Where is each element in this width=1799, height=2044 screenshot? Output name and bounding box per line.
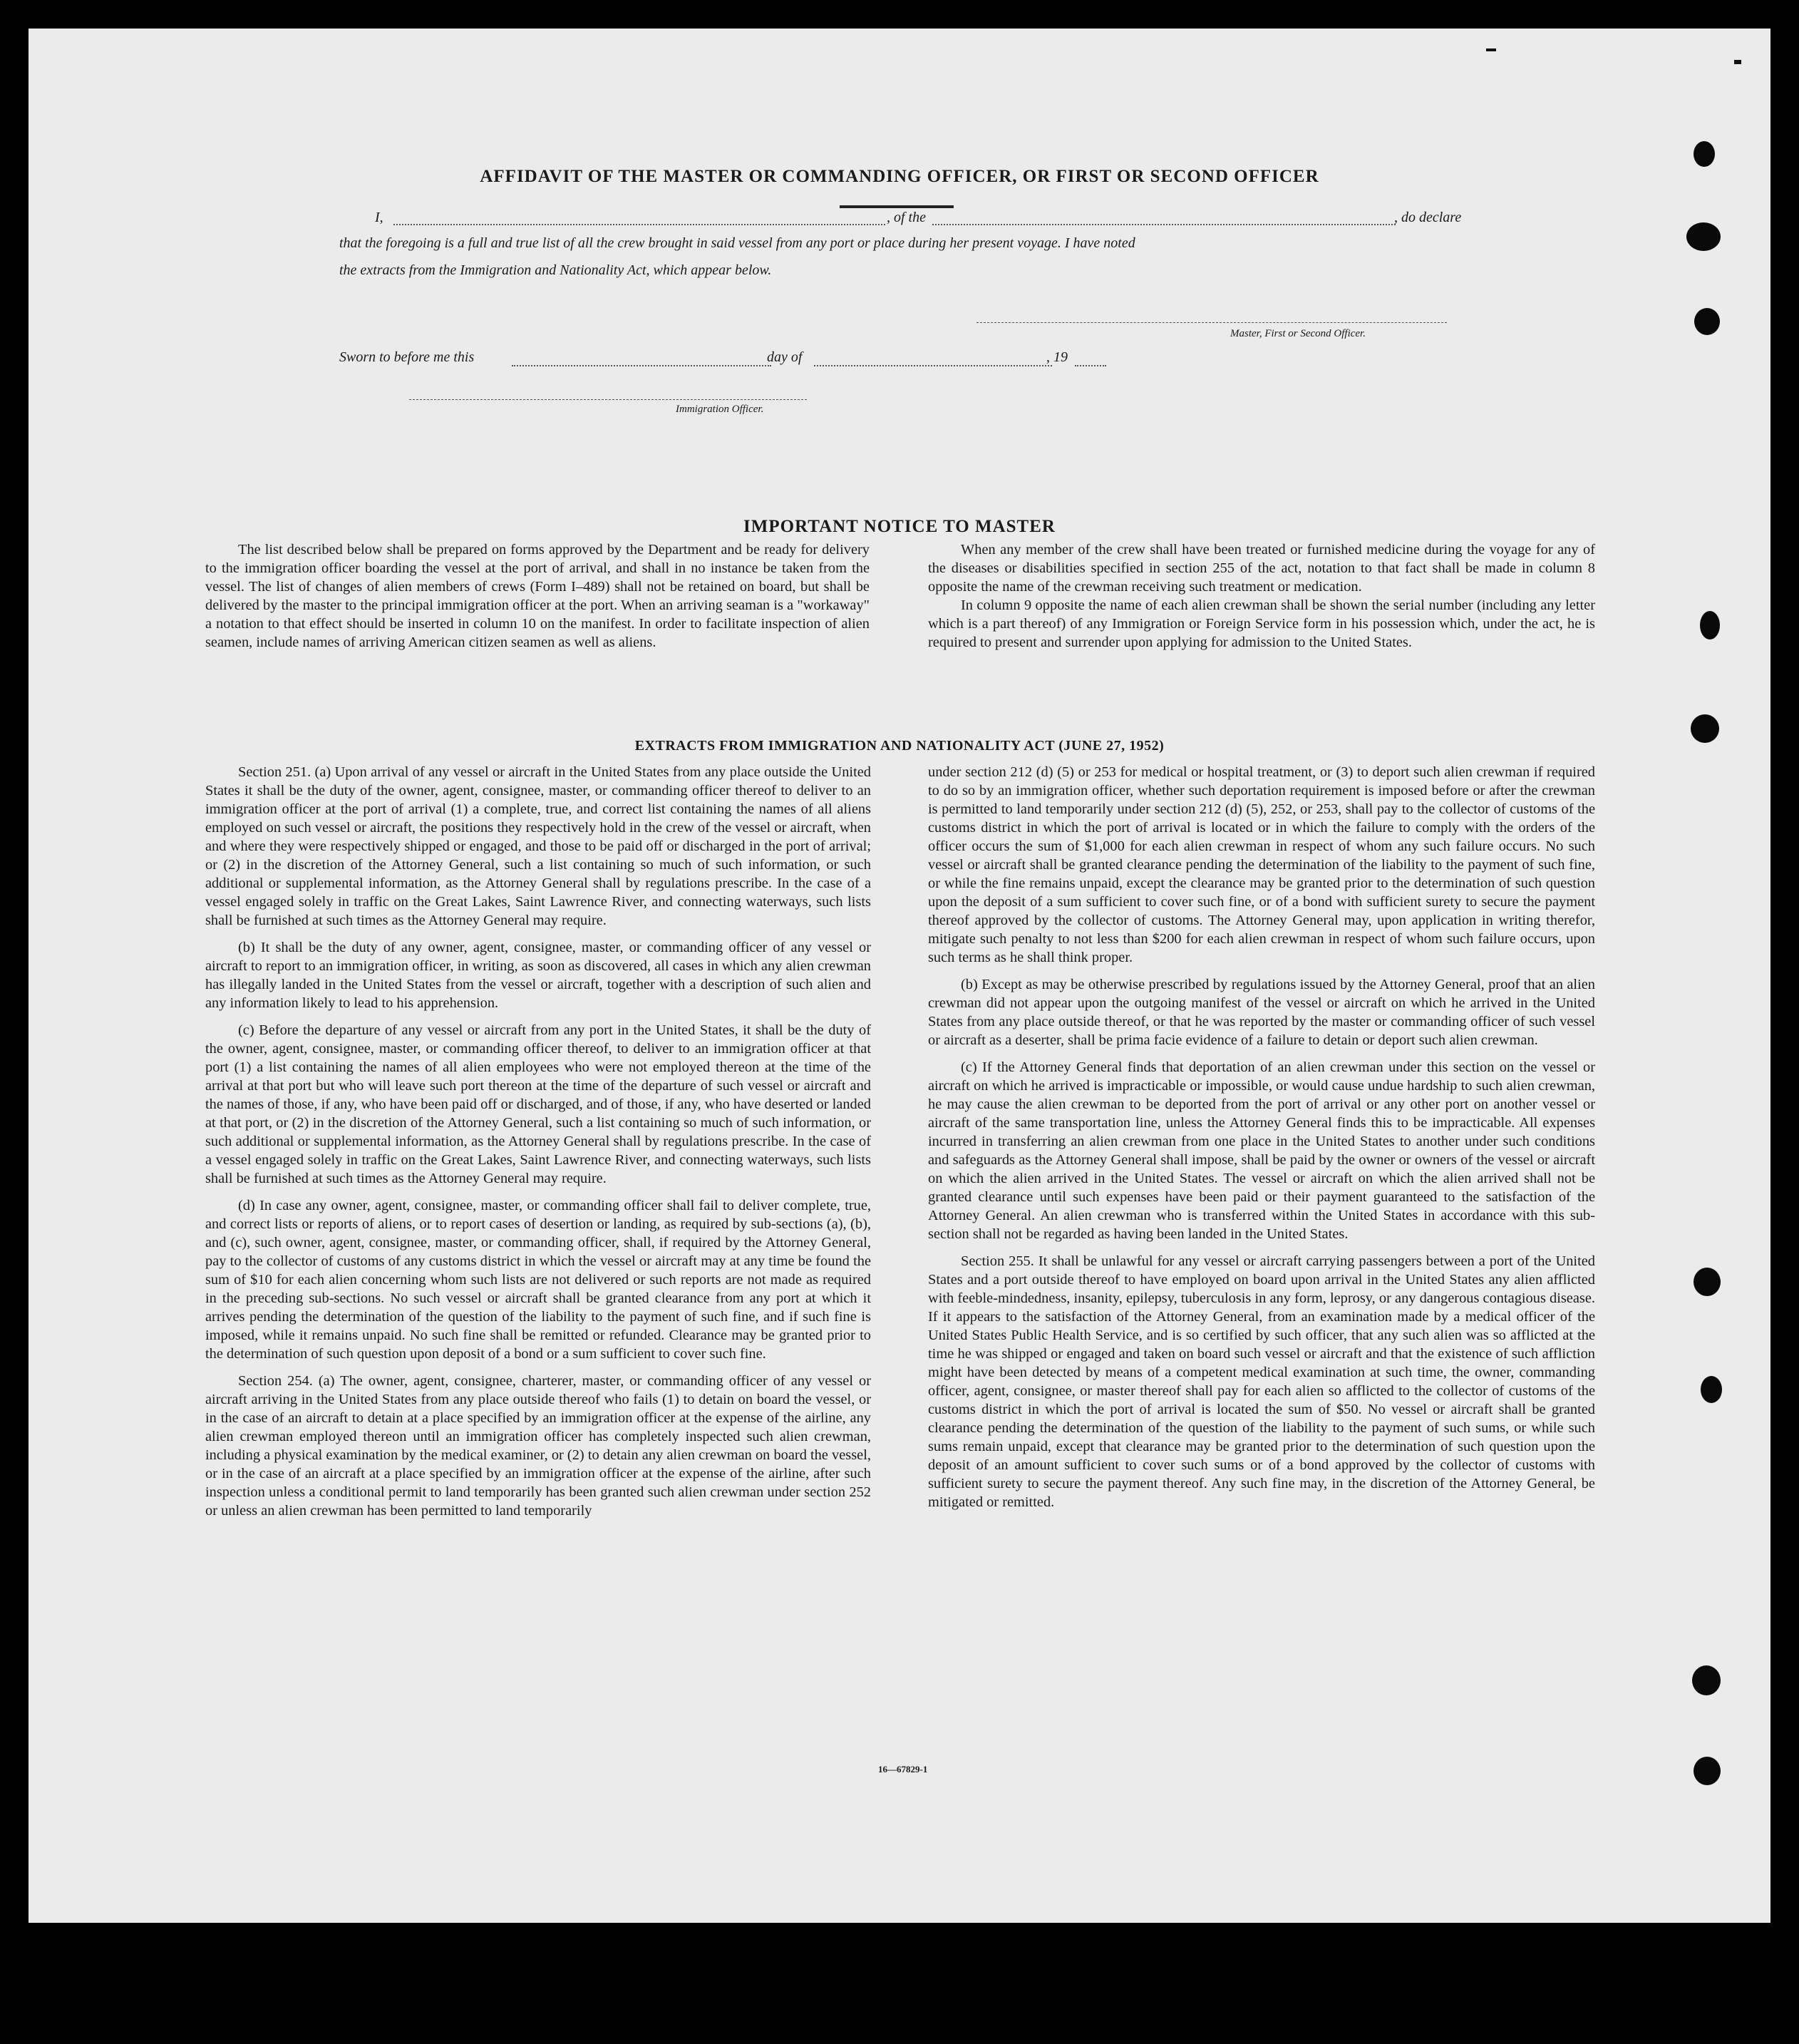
act-section-paragraph: (b) Except as may be otherwise prescribed by regulations issued by the Attorney General, proof that an alien crewman did not appear upon the outgoing manifest of the vessel or aircraft on which he arrived in the United States from any place outside thereof, or that he was reported by the master or commanding officer of such vessel or aircraft as a deserter, shall be prima facie evidence of a failure to detain or deport such alien crewman. bbox=[928, 977, 1595, 1048]
declare-label: , do declare bbox=[1394, 210, 1462, 225]
vessel-name-field[interactable] bbox=[932, 224, 1396, 225]
extracts-right-column bbox=[928, 763, 1595, 1520]
title-rule bbox=[840, 205, 954, 208]
punch-hole bbox=[1694, 1268, 1721, 1296]
scan-mark bbox=[1734, 60, 1741, 64]
declarant-name-field[interactable] bbox=[393, 224, 885, 225]
punch-hole bbox=[1694, 1757, 1721, 1785]
document-page bbox=[29, 29, 1770, 1923]
punch-hole bbox=[1694, 308, 1720, 335]
act-section-paragraph: under section 212 (d) (5) or 253 for medical or hospital treatment, or (3) to deport such alien crewman if required to do so by an immigration officer, whether such deportation requirement is imposed before or after the crewman is permitted to land temporarily under section 212 (d) (5), 252, or 253, shall pay to the collector of customs of the customs district in which the port of arrival is located or in which the failure to comply with the orders of the officer occurs the sum of $1,000 for each alien crewman in respect of whom any such failure occurs. No such vessel or aircraft shall be granted clearance pending the determination of the liability to the payment of such fine, or while the fine remains unpaid, except the clearance may be granted prior to the determination of such question upon the deposit of a sum sufficient to cover such fine, or of a bond with sufficient surety to secure the payment thereof approved by the collector of customs. The Attorney General may, upon application in writing therefor, mitigate such penalty to not less than $200 for each alien crewman in respect of whom such failure occurs, upon such terms as he shall think proper. bbox=[928, 764, 1595, 965]
immigration-officer-signature-line[interactable] bbox=[409, 399, 807, 400]
punch-hole bbox=[1692, 1665, 1721, 1695]
sworn-label: Sworn to before me this bbox=[339, 349, 475, 365]
notice-title: IMPORTANT NOTICE TO MASTER bbox=[743, 517, 1056, 536]
affidavit-title: AFFIDAVIT OF THE MASTER OR COMMANDING OFFICER, OR FIRST OR SECOND OFFICER bbox=[480, 167, 1319, 186]
act-section-paragraph: Section 254. (a) The owner, agent, consignee, charterer, master, or commanding officer of any vessel or aircraft arriving in the United States from any place outside thereof who fails (1) to detain on board the vessel, or in the case of an aircraft to detain at a place specified by an immigration officer at the expense of the airline, any alien crewman employed thereon until an immigration officer has completely inspected such alien crewman, including a physical examination by the medical examiner, or (2) to detain any alien crewman on board the vessel, or in the case of an aircraft at a place specified by an immigration officer at the expense of the airline, after such inspection unless a conditional permit to land temporarily has been granted such alien crewman under section 252 or unless an alien crewman has been permitted to land temporarily bbox=[205, 1373, 871, 1519]
sworn-month-field[interactable] bbox=[814, 365, 1052, 366]
scan-mark bbox=[1486, 48, 1496, 51]
extracts-left-column bbox=[205, 763, 871, 1529]
punch-hole bbox=[1701, 1376, 1722, 1403]
declarant-label: I, bbox=[375, 210, 383, 225]
extracts-title: EXTRACTS FROM IMMIGRATION AND NATIONALITY ACT (JUNE 27, 1952) bbox=[634, 738, 1165, 754]
punch-hole bbox=[1700, 611, 1720, 640]
act-section-paragraph: Section 255. It shall be unlawful for any vessel or aircraft carrying passengers between a port of the United States and a port outside thereof to have employed on board upon arrival in the United States any alien afflicted with feeble-mindedness, insanity, epilepsy, tuberculosis in any form, leprosy, or any dangerous contagious disease. If it appears to the satisfaction of the Attorney General, from an examination made by a medical officer of the United States Public Health Service, and is so certified by such officer, that any such alien was so afflicted at the time he was shipped or engaged and taken on board such vessel or aircraft and that the existence of such affliction might have been detected by means of a competent medical examination at such time, the owner, commanding officer, agent, consignee, or master thereof shall pay for each alien so afflicted to the collector of customs of the customs district in which the port of arrival is located the sum of $50. No vessel or aircraft shall be granted clearance pending the determination of the question of the liability to the payment of such sums, or while such sums remain unpaid, except that clearance may be granted prior to the determination of such question upon the deposit of an amount sufficient to cover such sums or of a bond approved by the collector of customs with sufficient surety to secure the payment thereof. Any such fine may, in the discretion of the Attorney General, be mitigated or remitted. bbox=[928, 1253, 1595, 1510]
sworn-year-field[interactable] bbox=[1075, 365, 1106, 366]
master-signature-caption: Master, First or Second Officer. bbox=[1230, 328, 1366, 339]
punch-hole bbox=[1694, 141, 1715, 167]
immigration-officer-caption: Immigration Officer. bbox=[676, 404, 764, 415]
act-section-paragraph: Section 251. (a) Upon arrival of any vessel or aircraft in the United States from any place outside the United States it shall be the duty of the owner, agent, consignee, master, or commanding officer thereof to deliver to an immigration officer at the port of arrival (1) a complete, true, and correct list containing the names of all aliens employed on such vessel or aircraft, the positions they respectively hold in the crew of the vessel or aircraft, when and where they were respectively shipped or engaged, and those to be paid off or discharged in the port of arrival; or (2) in the discretion of the Attorney General, such a list containing so much of such information, or such additional or supplemental information, as the Attorney General shall by regulations prescribe. In the case of a vessel engaged solely in traffic on the Great Lakes, Saint Lawrence River, and connecting waterways, such lists shall be furnished at such times as the Attorney General may require. bbox=[205, 764, 871, 928]
punch-hole bbox=[1686, 222, 1721, 251]
form-number: 16—67829-1 bbox=[878, 1764, 928, 1775]
act-section-paragraph: (c) If the Attorney General finds that deportation of an alien crewman under this section on the vessel or aircraft on which he arrived is impracticable or impossible, or would cause undue hardship to such alien crewman, he may cause the alien crewman to be deported from the port of arrival or any other port on another vessel or aircraft of the same transportation line, unless the Attorney General finds this to be impracticable. All expenses incurred in transferring an alien crewman from one place in the United States to another under such conditions and safeguards as the Attorney General shall impose, shall be paid by the owner or owners of the vessel or aircraft on which the alien arrived in the United States. The vessel or aircraft on which the alien arrived shall not be granted clearance until such expenses have been paid or their payment guaranteed to the satisfaction of the Attorney General. An alien crewman who is transferred within the United States in accordance with this sub-section shall not be regarded as having been landed in the United States. bbox=[928, 1059, 1595, 1242]
notice-paragraph: The list described below shall be prepared on forms approved by the Department and be ready for delivery to the immigration officer boarding the vessel at the port of arrival, and shall in no instance be taken from the vessel. The list of changes of alien members of crews (Form I–489) shall not be retained on board, but shall be delivered by the master to the principal immigration officer at the port. When an arriving seaman is a "workaway" a notation to that effect should be inserted in column 10 on the manifest. In order to facilitate inspection of alien seamen, include names of arriving American citizen seamen as well as aliens. bbox=[205, 542, 870, 650]
sworn-day-field[interactable] bbox=[512, 365, 771, 366]
notice-paragraph: When any member of the crew shall have been treated or furnished medicine during the voyage for any of the diseases or disabilities specified in section 255 of the act, notation to that fact shall be made in column 8 opposite the name of the crewman receiving such treatment or medication. bbox=[928, 542, 1595, 595]
notice-left-column bbox=[205, 540, 870, 660]
year-prefix: , 19 bbox=[1046, 349, 1068, 365]
notice-right-column bbox=[928, 540, 1595, 660]
affidavit-statement: that the foregoing is a full and true list of all the crew brought in said vessel from any port or place during her present voyage. I have noted bbox=[339, 235, 1135, 251]
act-section-paragraph: (d) In case any owner, agent, consignee, master, or commanding officer shall fail to deliver complete, true, and correct lists or reports of aliens, or to report cases of desertion or landing, as required by sub-sections (a), (b), and (c), such owner, agent, consignee, master, or commanding officer, shall, if required by the Attorney General, pay to the collector of customs of any customs district in which the vessel or aircraft may at any time be found the sum of $10 for each alien concerning whom such lists are not delivered or such reports are not made as required in the preceding sub-sections. No such vessel or aircraft shall be granted clearance from any port at which it arrives pending the determination of the question of the liability to the payment of such fine, and if such fine is imposed, while it remains unpaid. No such fine shall be remitted or refunded. Clearance may be granted prior to the determination of such question upon deposit of a bond or a sum sufficient to cover such fine. bbox=[205, 1198, 871, 1362]
vessel-label: , of the bbox=[887, 210, 926, 225]
notice-paragraph: In column 9 opposite the name of each alien crewman shall be shown the serial number (including any letter which is a part thereof) of any Immigration or Foreign Service form in his possession which, under the act, he is required to present and surrender upon applying for admission to the United States. bbox=[928, 597, 1595, 650]
master-signature-line[interactable] bbox=[976, 322, 1447, 323]
act-section-paragraph: (b) It shall be the duty of any owner, agent, consignee, master, or commanding officer of any vessel or aircraft to report to an immigration officer, in writing, as soon as discovered, all cases in which any alien crewman has illegally landed in the United States from the vessel or aircraft, together with a description of such alien and any information likely to lead to his apprehension. bbox=[205, 940, 871, 1011]
act-section-paragraph: (c) Before the departure of any vessel or aircraft from any port in the United States, it shall be the duty of the owner, agent, consignee, master, or commanding officer thereof, to deliver to an immigration officer at that port (1) a list containing the names of all alien employees who were not employed thereon at the time of the arrival at that port but who will leave such port thereon at the time of the departure of such vessel or aircraft and the names of those, if any, who have been paid off or discharged, and of those, if any, who have deserted or landed at that port, or (2) in the discretion of the Attorney General, such a list containing so much of such information, or such additional or supplemental information, as the Attorney General shall by regulations prescribe. In the case of a vessel engaged solely in traffic on the Great Lakes, Saint Lawrence River, and connecting waterways, such lists shall be furnished at such times as the Attorney General may require. bbox=[205, 1022, 871, 1186]
day-of-label: day of bbox=[767, 349, 803, 365]
affidavit-statement-cont: the extracts from the Immigration and Nationality Act, which appear below. bbox=[339, 262, 772, 278]
